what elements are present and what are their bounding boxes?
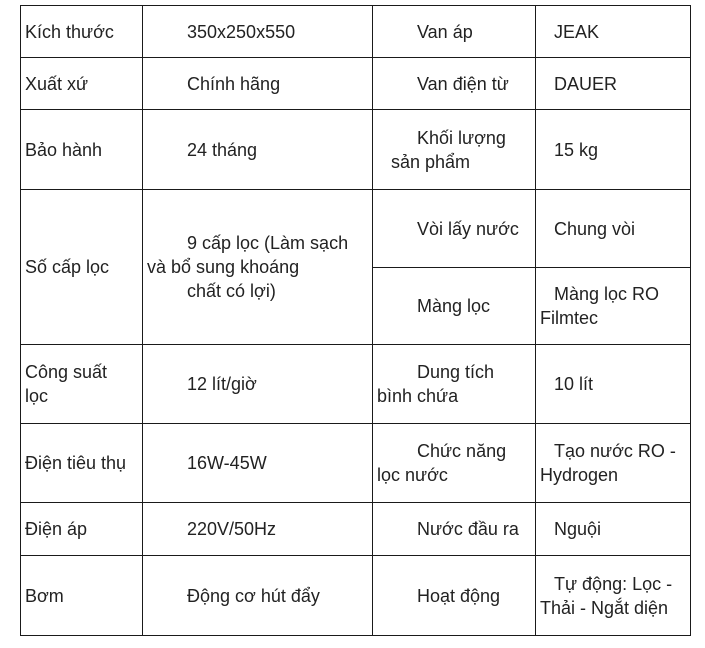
- spec-value: Chung vòi: [536, 190, 691, 268]
- spec-label: Van áp: [373, 6, 536, 58]
- spec-label: Công suất lọc: [21, 345, 143, 424]
- spec-value: 15 kg: [536, 110, 691, 190]
- spec-value: 12 lít/giờ: [143, 345, 373, 424]
- spec-value: 16W-45W: [143, 424, 373, 503]
- table-row: [21, 6, 691, 58]
- spec-label: Chức năng lọc nước: [373, 424, 536, 503]
- spec-value: Chính hãng: [143, 58, 373, 110]
- table-row: [21, 503, 691, 556]
- spec-label: Xuất xứ: [21, 58, 143, 110]
- spec-label: Van điện từ: [373, 58, 536, 110]
- spec-label: Hoạt động: [373, 556, 536, 636]
- spec-label: Số cấp lọc: [21, 190, 143, 345]
- spec-value: 350x250x550: [143, 6, 373, 58]
- spec-value: 9 cấp lọc (Làm sạch và bổ sung khoáng chất có lợi): [143, 190, 373, 345]
- spec-value: Động cơ hút đẩy: [143, 556, 373, 636]
- spec-value: 220V/50Hz: [143, 503, 373, 556]
- table-row: [21, 58, 691, 110]
- spec-value: DAUER: [536, 58, 691, 110]
- spec-label: Màng lọc: [373, 268, 536, 345]
- table-row: [21, 110, 691, 190]
- spec-value: Màng lọc RO Filmtec: [536, 268, 691, 345]
- table-row: [21, 190, 691, 268]
- spec-label: Bảo hành: [21, 110, 143, 190]
- table-row: [21, 556, 691, 636]
- spec-label: Khối lượng sản phẩm: [373, 110, 536, 190]
- spec-label: Vòi lấy nước: [373, 190, 536, 268]
- spec-label: Kích thước: [21, 6, 143, 58]
- spec-value: Nguội: [536, 503, 691, 556]
- spec-label: Điện áp: [21, 503, 143, 556]
- spec-value: Tạo nước RO - Hydrogen: [536, 424, 691, 503]
- spec-label: Bơm: [21, 556, 143, 636]
- spec-label: Điện tiêu thụ: [21, 424, 143, 503]
- table-row: [21, 424, 691, 503]
- spec-value: JEAK: [536, 6, 691, 58]
- spec-value: 10 lít: [536, 345, 691, 424]
- spec-table: [20, 5, 691, 636]
- spec-label: Nước đầu ra: [373, 503, 536, 556]
- spec-label: Dung tích bình chứa: [373, 345, 536, 424]
- table-row: [21, 345, 691, 424]
- spec-value: 24 tháng: [143, 110, 373, 190]
- spec-value: Tự động: Lọc - Thải - Ngắt diện: [536, 556, 691, 636]
